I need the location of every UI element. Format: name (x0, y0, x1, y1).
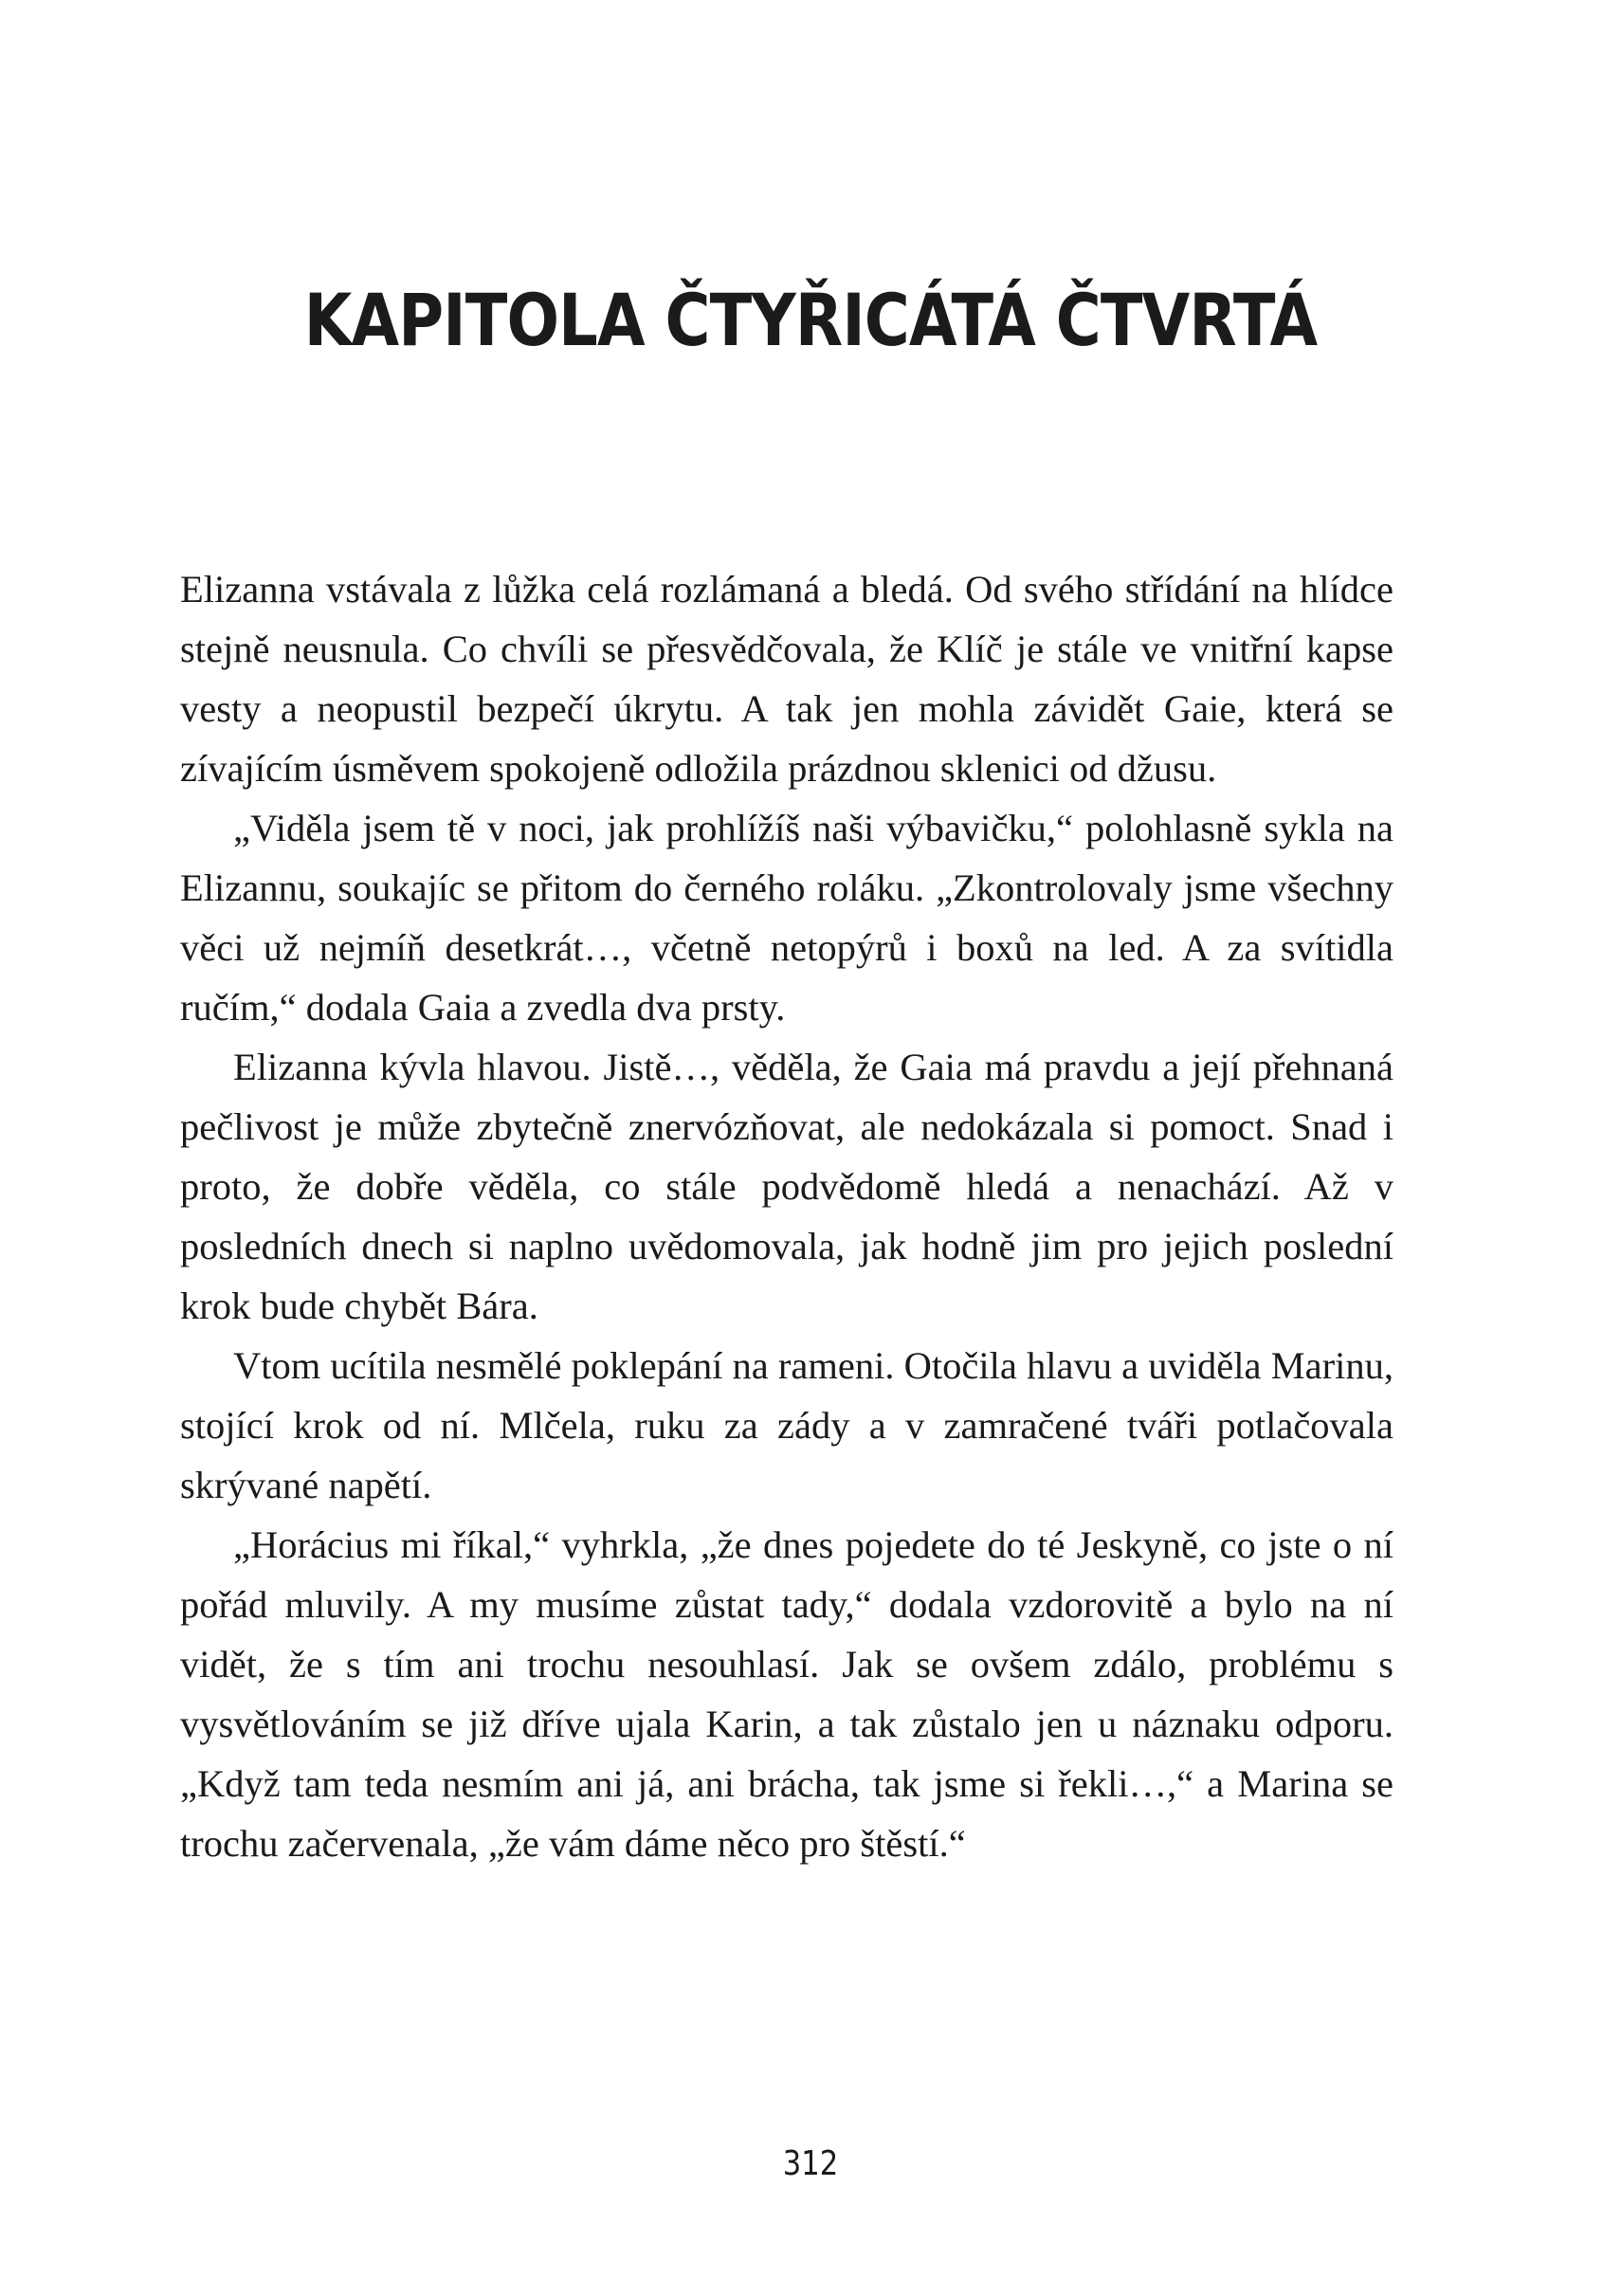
paragraph: „Viděla jsem tě v noci, jak prohlížíš naši výbavičku,“ polohlasně sykla na Elizannu, soukajíc se přitom do černého roláku. „Zkontrolovaly jsme všechny věci už nejmíň desetkrát…, včetně netopýrů i boxů na led. A za svítidla ručím,“ dodala Gaia a zvedla dva prsty. (180, 807, 1393, 1029)
paragraph: Elizanna vstávala z lůžka celá rozlámaná a bledá. Od svého střídání na hlídce stejně neusnula. Co chvíli se přesvědčovala, že Klíč je stále ve vnitřní kapse vesty a neopustil bezpečí úkrytu. A tak jen mohla závidět Gaie, která se zívajícím úsměvem spokojeně odložila prázdnou sklenici od džusu. (180, 568, 1393, 790)
page-number: 312 (782, 2144, 839, 2183)
paragraph: Elizanna kývla hlavou. Jistě…, věděla, že Gaia má pravdu a její přehnaná pečlivost je může zbytečně znervózňovat, ale nedokázala si pomoct. Snad i proto, že dobře věděla, co stále podvědomě hledá a nenachází. Až v posledních dnech si naplno uvědomovala, jak hodně jim pro jejich poslední krok bude chybět Bára. (180, 1046, 1393, 1327)
chapter-body (180, 559, 1393, 1873)
chapter-title: KAPITOLA ČTYŘICÁTÁ ČTVRTÁ (303, 278, 1318, 362)
paragraph: „Horácius mi říkal,“ vyhrkla, „že dnes pojedete do té Jeskyně, co jste o ní pořád mluvily. A my musíme zůstat tady,“ dodala vzdorovitě a bylo na ní vidět, že s tím ani trochu nesouhlasí. Jak se ovšem zdálo, problému s vysvětlováním se již dříve ujala Karin, a tak zůstalo jen u náznaku odporu. „Když tam teda nesmím ani já, ani brácha, tak jsme si řekli…,“ a Marina se trochu začervenala, „že vám dáme něco pro štěstí.“ (180, 1523, 1393, 1865)
paragraph: Vtom ucítila nesmělé poklepání na rameni. Otočila hlavu a uviděla Marinu, stojící krok od ní. Mlčela, ruku za zády a v zamračené tváři potlačovala skrývané napětí. (180, 1344, 1393, 1506)
